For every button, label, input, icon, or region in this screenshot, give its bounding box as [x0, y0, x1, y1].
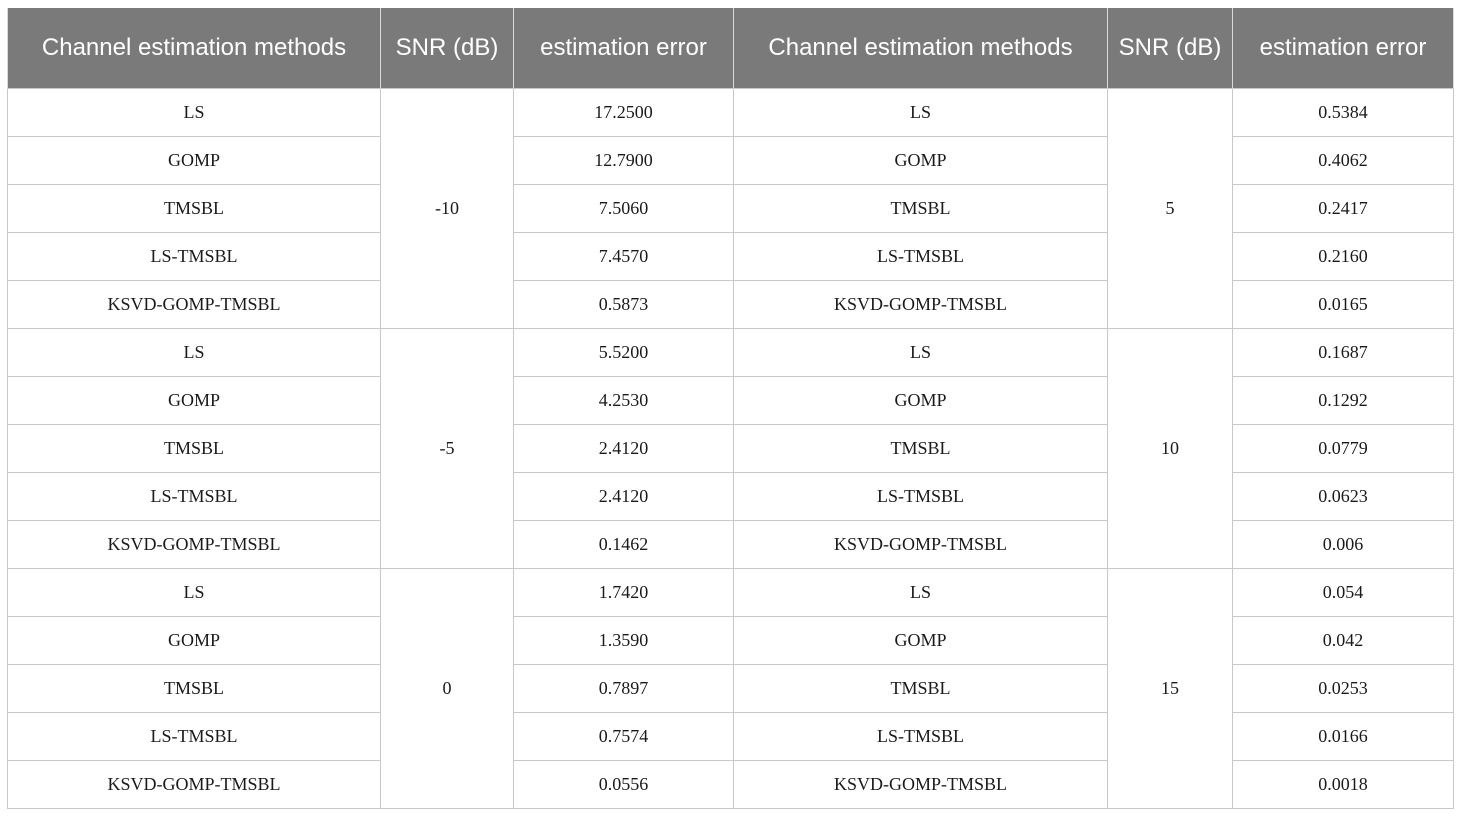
right-error-cell: 0.1687 [1233, 328, 1454, 376]
left-error-cell: 0.1462 [514, 520, 734, 568]
right-snr-cell: 10 [1108, 328, 1233, 568]
left-error-cell: 5.5200 [514, 328, 734, 376]
right-error-cell: 0.0253 [1233, 664, 1454, 712]
right-error-cell: 0.2160 [1233, 232, 1454, 280]
table-row [8, 88, 1454, 136]
left-method-cell: LS [8, 88, 381, 136]
header-method-left: Channel estimation methods [8, 8, 381, 88]
left-method-cell: LS [8, 328, 381, 376]
left-error-cell: 0.7574 [514, 712, 734, 760]
right-error-cell: 0.1292 [1233, 376, 1454, 424]
right-error-cell: 0.0166 [1233, 712, 1454, 760]
table-row [8, 136, 1454, 184]
left-snr-cell: -10 [381, 88, 514, 328]
right-snr-cell: 15 [1108, 568, 1233, 808]
right-method-cell: KSVD-GOMP-TMSBL [734, 760, 1108, 808]
header-snr-right: SNR (dB) [1108, 8, 1233, 88]
right-method-cell: LS-TMSBL [734, 472, 1108, 520]
header-error-right: estimation error [1233, 8, 1454, 88]
left-error-cell: 1.3590 [514, 616, 734, 664]
left-error-cell: 1.7420 [514, 568, 734, 616]
left-method-cell: LS-TMSBL [8, 472, 381, 520]
table-row [8, 328, 1454, 376]
left-method-cell: KSVD-GOMP-TMSBL [8, 520, 381, 568]
right-error-cell: 0.006 [1233, 520, 1454, 568]
left-method-cell: KSVD-GOMP-TMSBL [8, 760, 381, 808]
table-row [8, 616, 1454, 664]
left-method-cell: TMSBL [8, 184, 381, 232]
right-error-cell: 0.0779 [1233, 424, 1454, 472]
left-error-cell: 12.7900 [514, 136, 734, 184]
right-snr-cell: 5 [1108, 88, 1233, 328]
right-error-cell: 0.054 [1233, 568, 1454, 616]
left-snr-cell: 0 [381, 568, 514, 808]
table-row [8, 376, 1454, 424]
table-row [8, 520, 1454, 568]
table-row [8, 664, 1454, 712]
right-method-cell: GOMP [734, 616, 1108, 664]
table-row [8, 232, 1454, 280]
left-method-cell: LS-TMSBL [8, 232, 381, 280]
right-method-cell: TMSBL [734, 424, 1108, 472]
right-error-cell: 0.4062 [1233, 136, 1454, 184]
table-body [8, 88, 1454, 808]
left-error-cell: 7.4570 [514, 232, 734, 280]
right-method-cell: TMSBL [734, 184, 1108, 232]
right-error-cell: 0.0623 [1233, 472, 1454, 520]
right-error-cell: 0.0165 [1233, 280, 1454, 328]
left-error-cell: 2.4120 [514, 424, 734, 472]
left-method-cell: GOMP [8, 136, 381, 184]
left-error-cell: 0.7897 [514, 664, 734, 712]
left-method-cell: TMSBL [8, 664, 381, 712]
estimation-error-table [7, 8, 1454, 809]
table-row [8, 424, 1454, 472]
left-method-cell: GOMP [8, 616, 381, 664]
right-method-cell: KSVD-GOMP-TMSBL [734, 280, 1108, 328]
table-row [8, 712, 1454, 760]
left-error-cell: 17.2500 [514, 88, 734, 136]
right-method-cell: LS [734, 88, 1108, 136]
left-error-cell: 0.5873 [514, 280, 734, 328]
table-header [8, 8, 1454, 88]
right-method-cell: LS [734, 568, 1108, 616]
right-method-cell: TMSBL [734, 664, 1108, 712]
left-error-cell: 4.2530 [514, 376, 734, 424]
right-method-cell: GOMP [734, 136, 1108, 184]
right-error-cell: 0.0018 [1233, 760, 1454, 808]
header-error-left: estimation error [514, 8, 734, 88]
right-method-cell: LS [734, 328, 1108, 376]
left-error-cell: 7.5060 [514, 184, 734, 232]
right-method-cell: LS-TMSBL [734, 232, 1108, 280]
right-error-cell: 0.042 [1233, 616, 1454, 664]
left-error-cell: 2.4120 [514, 472, 734, 520]
table-row [8, 568, 1454, 616]
header-row [8, 8, 1454, 88]
left-method-cell: KSVD-GOMP-TMSBL [8, 280, 381, 328]
table-row [8, 184, 1454, 232]
table-row [8, 760, 1454, 808]
table-row [8, 472, 1454, 520]
right-method-cell: LS-TMSBL [734, 712, 1108, 760]
left-method-cell: LS-TMSBL [8, 712, 381, 760]
right-error-cell: 0.5384 [1233, 88, 1454, 136]
header-snr-left: SNR (dB) [381, 8, 514, 88]
left-method-cell: LS [8, 568, 381, 616]
left-snr-cell: -5 [381, 328, 514, 568]
left-method-cell: GOMP [8, 376, 381, 424]
table-row [8, 280, 1454, 328]
header-method-right: Channel estimation methods [734, 8, 1108, 88]
right-method-cell: KSVD-GOMP-TMSBL [734, 520, 1108, 568]
left-error-cell: 0.0556 [514, 760, 734, 808]
right-method-cell: GOMP [734, 376, 1108, 424]
left-method-cell: TMSBL [8, 424, 381, 472]
right-error-cell: 0.2417 [1233, 184, 1454, 232]
